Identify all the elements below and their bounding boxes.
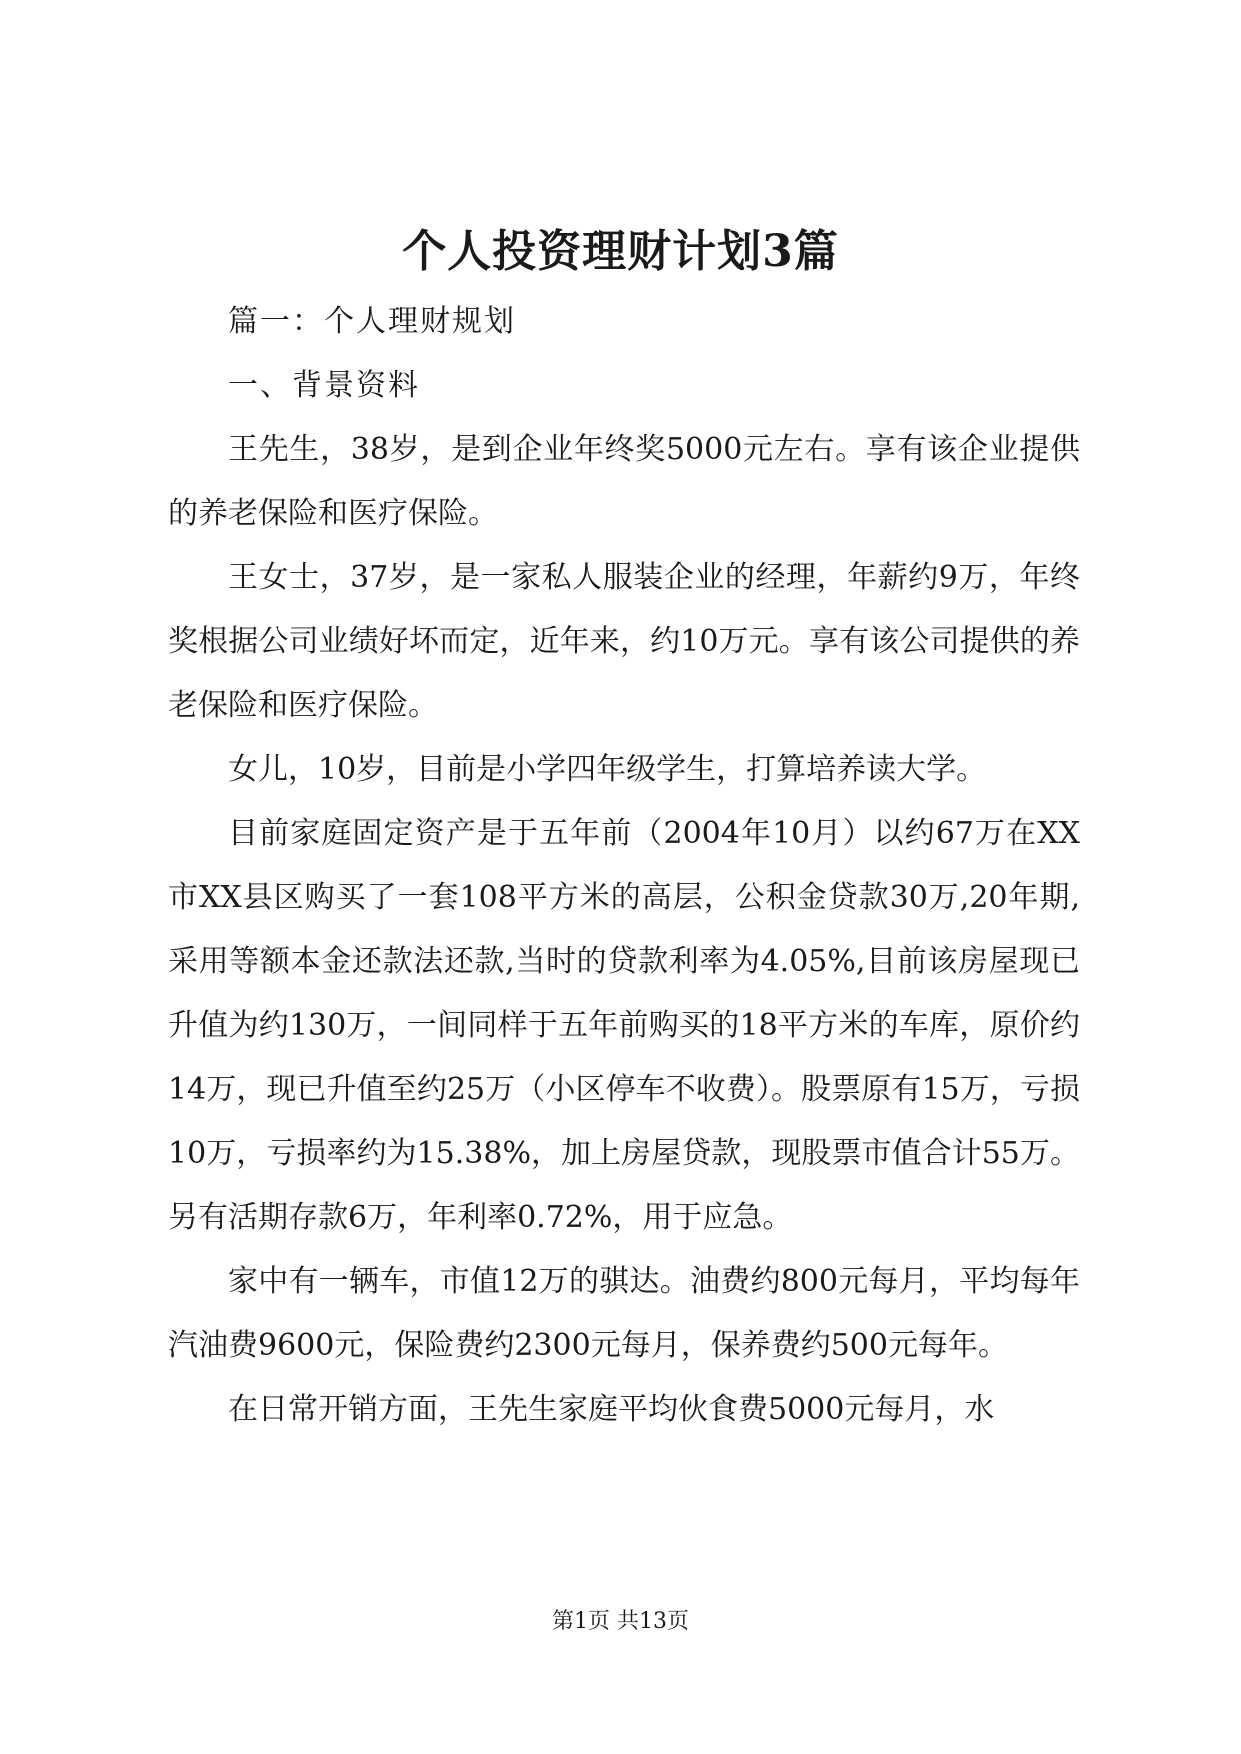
paragraph-daily-expenses: 在日常开销方面，王先生家庭平均伙食费5000元每月，水	[228, 1392, 995, 1427]
section-title: 篇一：个人理财规划	[228, 304, 516, 339]
paragraph-ms-wang: 王女士，37岁，是一家私人服装企业的经理，年薪约9万，年终奖根据公司业绩好坏而定，近年来，约10万元。享有该公司提供的养老保险和医疗保险。	[168, 560, 1080, 723]
subsection-heading: 一、背景资料	[228, 368, 420, 403]
document-title: 个人投资理财计划3篇	[402, 226, 839, 277]
document-body	[168, 290, 1080, 1442]
paragraph-car: 家中有一辆车，市值12万的骐达。油费约800元每月，平均每年汽油费9600元，保险费约2300元每月，保养费约500元每年。	[168, 1264, 1080, 1363]
page-footer: 第1页 共13页	[552, 1609, 689, 1634]
paragraph-fixed-assets: 目前家庭固定资产是于五年前（2004年10月）以约67万在XX市XX县区购买了一套108平方米的高层，公积金贷款30万,20年期,采用等额本金还款法还款,当时的贷款利率为4.05%,目前该房屋现已升值为约130万，一间同样于五年前购买的18平方米的车库，原价约14万，现已升值至约25万（小区停车不收费）。股票原有15万，亏损10万，亏损率约为15.38%，加上房屋贷款，现股票市值合计55万。另有活期存款6万，年利率0.72%，用于应急。	[168, 816, 1080, 1235]
paragraph-mr-wang: 王先生，38岁，是到企业年终奖5000元左右。享有该企业提供的养老保险和医疗保险。	[168, 432, 1080, 531]
paragraph-daughter: 女儿，10岁，目前是小学四年级学生，打算培养读大学。	[228, 752, 987, 787]
